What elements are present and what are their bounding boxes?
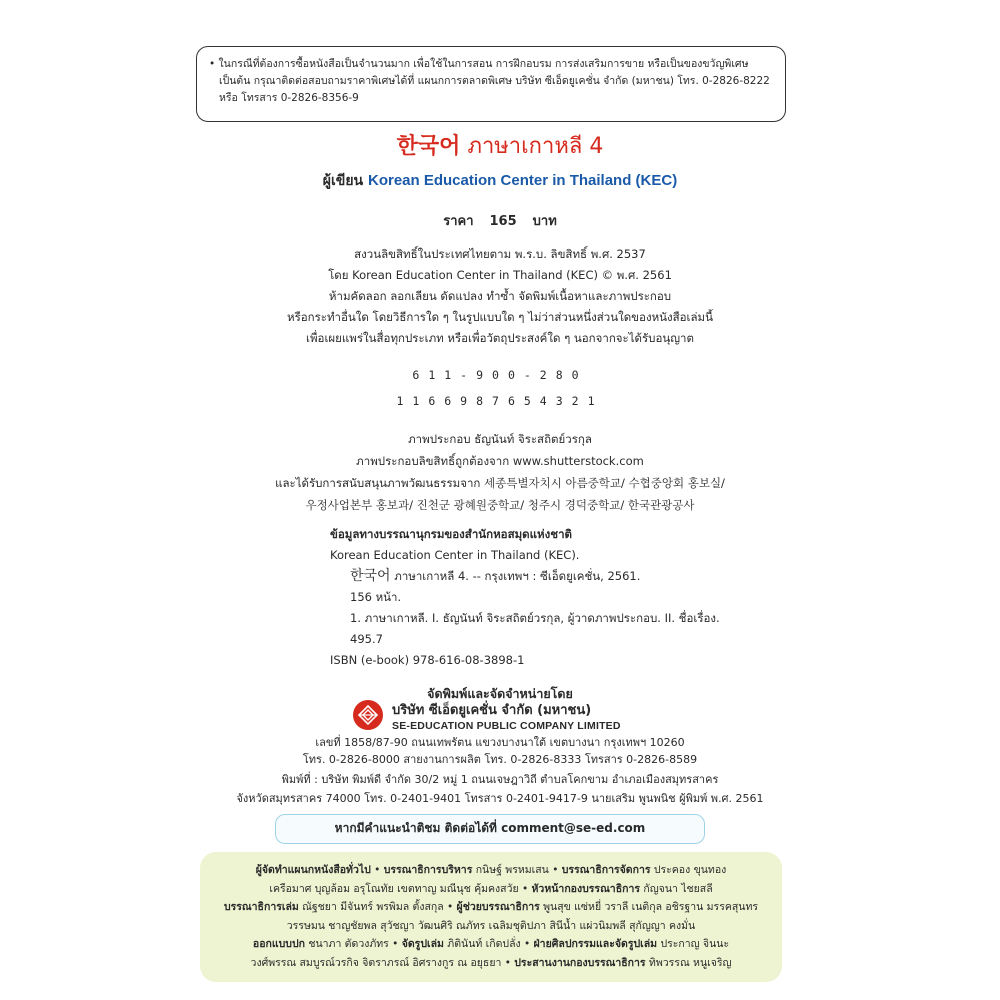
isbn: ISBN (e-book) 978-616-08-3898-1 [330, 653, 525, 667]
staff-names: พูนสุข แซ่หยี่ วราลี เนติกุล อชิรฐาน มรรคสุนทร [543, 901, 759, 913]
credit-line: ภาพประกอบ ธัญนันท์ จิระสถิตย์วรกุล [408, 432, 592, 446]
publisher-name-thai: บริษัท ซีเอ็ดยูเคชั่น จำกัด (มหาชน) [392, 703, 592, 718]
staff-role: ออกแบบปก [252, 938, 305, 950]
staff-line [214, 917, 768, 936]
staff-role: ผู้ช่วยบรรณาธิการ [456, 901, 540, 913]
cip-line: Korean Education Center in Thailand (KEC). [330, 548, 580, 562]
staff-role: บรรณาธิการเล่ม [223, 901, 299, 913]
staff-names: วรรษมน ชาญชัยพล สุวัชญา วัฒนศิริ ณภัทร เฉลิมชุติปภา สินีน้ำ แผ่วนิมพลี สุกัญญา คงมั่น [286, 919, 696, 932]
notice-line: หรือ โทรสาร 0-2826-8356-9 [219, 92, 359, 104]
cip-line [330, 566, 770, 587]
address-line: เลขที่ 1858/87-90 ถนนเทพรัตน แขวงบางนาใต้ เขตบางนา กรุงเทพฯ 10260 [315, 736, 685, 749]
staff-names: ประคอง ขุนทอง [653, 864, 727, 876]
staff-role: บรรณาธิการบริหาร [383, 864, 473, 876]
copyright-line: เพื่อเผยแพร่ในสื่อทุกประเภท หรือเพื่อวัตถุประสงค์ใด ๆ นอกจากจะได้รับอนุญาต [306, 331, 694, 345]
staff-names: ชนาภา ตัดวงภัทร [308, 938, 389, 950]
price-unit: บาท [532, 214, 557, 229]
cip-line: 1. ภาษาเกาหลี. I. ธัญนันท์ จิระสถิตย์วรกุล, ผู้วาดภาพประกอบ. II. ชื่อเรื่อง. [350, 611, 720, 625]
staff-names: เครือมาศ บุญล้อม อรุโณทัย เขตทาญ มณีนุช คุ้มคงสวัย [269, 882, 519, 895]
copyright-line: โดย Korean Education Center in Thailand (KEC) © พ.ศ. 2561 [328, 268, 672, 282]
copyright-line: ห้ามคัดลอก ลอกเลียน ดัดแปลง ทำซ้ำ จัดพิมพ์เนื้อหาและภาพประกอบ [328, 289, 672, 303]
staff-role: ผู้จัดทำแผนกหนังสือทั่วไป [255, 864, 371, 876]
bulk-purchase-notice [196, 46, 786, 122]
feedback-contact-box: หากมีคำแนะนำติชม ติดต่อได้ที่ comment@se-ed.com [275, 814, 705, 844]
staff-names: กัญจนา ไชยสลี [643, 882, 713, 895]
cip-heading: ข้อมูลทางบรรณานุกรมของสำนักหอสมุดแห่งชาติ [330, 527, 572, 541]
staff-line: วงศ์พรรณ สมบูรณ์วรกิจ จิตราภรณ์ อิศรางกูร ณ อยุธยา • ประสานงานกองบรรณาธิการ ทิพวรรณ หนูเจริญ [250, 956, 732, 969]
se-ed-logo-icon-graphic [353, 700, 383, 730]
publisher-name [392, 699, 621, 732]
printer-line: จังหวัดสมุทรสาคร 74000 โทร. 0-2401-9401 โทรสาร 0-2401-9417-9 นายเสริม พูนพนิช ผู้พิมพ์ พ.ศ. 2561 [236, 792, 764, 805]
cip-line: 156 หน้า. [350, 590, 402, 604]
staff-role: บรรณาธิการจัดการ [561, 864, 651, 876]
book-title [0, 128, 1000, 163]
copyright-block [0, 244, 1000, 349]
notice-line: • ในกรณีที่ต้องการซื้อหนังสือเป็นจำนวนมาก เพื่อใช้ในการสอน การฝึกอบรม การส่งเสริมการขาย หรือเป็นของขวัญพิเศษ [209, 58, 749, 70]
publisher-name-english: SE-EDUCATION PUBLIC COMPANY LIMITED [392, 720, 621, 732]
illustration-credits [0, 428, 1000, 516]
se-ed-logo-icon [353, 700, 383, 730]
cataloging-data [330, 524, 770, 671]
price-value: 165 [489, 214, 517, 229]
staff-line: เครือมาศ บุญล้อม อรุโณทัย เขตทาญ มณีนุช คุ้มคงสวัย • หัวหน้ากองบรรณาธิการ กัญจนา ไชยสลี [269, 882, 713, 895]
price-label: ราคา [443, 214, 474, 229]
price-line [0, 210, 1000, 231]
staff-names: กนิษฐ์ พรหมเสน [475, 864, 549, 876]
staff-names: ทิพวรรณ หนูเจริญ [648, 956, 732, 969]
credit-line: และได้รับการสนับสนุนภาพวัฒนธรรมจาก 세종특별자치시 아름중학교/ 수협중앙회 홍보실/ [275, 476, 725, 490]
notice-line: เป็นต้น กรุณาติดต่อสอบถามราคาพิเศษได้ที่ แผนกการตลาดพิเศษ บริษัท ซีเอ็ดยูเคชั่น จำกัด (มหาชน) โทร. 0-2826-8222 [219, 75, 770, 87]
author-label: ผู้เขียน [322, 173, 364, 189]
staff-role: ฝ่ายศิลปกรรมและจัดรูปเล่ม [533, 938, 658, 950]
cip-line: 495.7 [350, 632, 383, 646]
staff-names: ประกาญ จินนะ [660, 938, 730, 950]
cip-title-rest: ภาษาเกาหลี 4. -- กรุงเทพฯ : ซีเอ็ดยูเคชั่น, 2561. [394, 569, 641, 583]
editorial-staff-box [200, 852, 782, 982]
book-title-korean: 한국어 [396, 134, 461, 159]
staff-role: ประสานงานกองบรรณาธิการ [514, 956, 646, 969]
printer-line: พิมพ์ที่ : บริษัท พิมพ์ดี จำกัด 30/2 หมู่ 1 ถนนเจษฎาวิถี ตำบลโคกขาม อำเภอเมืองสมุทรสาคร [281, 773, 719, 786]
printer-info [0, 770, 1000, 808]
staff-line: ออกแบบปก ชนาภา ตัดวงภัทร • จัดรูปเล่ม ภิตินันท์ เกิดปลั่ง • ฝ่ายศิลปกรรมและจัดรูปเล่ม ประกาญ จินนะ [252, 938, 730, 950]
staff-names: ภิตินันท์ เกิดปลั่ง [447, 938, 521, 950]
credit-line: 우정사업본부 홍보과/ 진천군 광혜원중학교/ 청주시 경덕중학교/ 한국관광공사 [305, 498, 695, 512]
copyright-line: หรือกระทำอื่นใด โดยวิธีการใด ๆ ในรูปแบบใด ๆ ไม่ว่าส่วนหนึ่งส่วนใดของหนังสือเล่มนี้ [287, 310, 713, 324]
staff-names: ณัฐชยา มีจันทร์ พรพิมล ตั้งสกุล [302, 901, 444, 913]
staff-role: หัวหน้ากองบรรณาธิการ [531, 882, 641, 895]
address-line: โทร. 0-2826-8000 สายงานการผลิต โทร. 0-2826-8333 โทรสาร 0-2826-8589 [302, 753, 698, 766]
book-code: 611-900-280 [412, 368, 588, 382]
print-run-numbers: 1166987654321 [396, 394, 604, 408]
staff-line: บรรณาธิการเล่ม ณัฐชยา มีจันทร์ พรพิมล ตั้งสกุล • ผู้ช่วยบรรณาธิการ พูนสุข แซ่หยี่ วราลี เนติกุล อชิรฐาน มรรคสุนทร [223, 901, 759, 913]
copyright-line: สงวนลิขสิทธิ์ในประเทศไทยตาม พ.ร.บ. ลิขสิทธิ์ พ.ศ. 2537 [354, 247, 646, 261]
author-line [0, 170, 1000, 192]
staff-role: จัดรูปเล่ม [401, 938, 444, 950]
staff-names: วงศ์พรรณ สมบูรณ์วรกิจ จิตราภรณ์ อิศรางกูร ณ อยุธยา [250, 956, 502, 969]
publisher-heading: จัดพิมพ์และจัดจำหน่ายโดย [427, 686, 573, 701]
credit-line: ภาพประกอบลิขสิทธิ์ถูกต้องจาก www.shutterstock.com [356, 454, 644, 468]
author-name: Korean Education Center in Thailand (KEC) [368, 172, 678, 189]
publisher-address [0, 734, 1000, 768]
book-title-thai: ภาษาเกาหลี 4 [467, 134, 604, 159]
cip-korean-title: 한국어 [350, 568, 391, 584]
staff-line: ผู้จัดทำแผนกหนังสือทั่วไป • บรรณาธิการบริหาร กนิษฐ์ พรหมเสน • บรรณาธิการจัดการ ประคอง ขุนทอง [255, 864, 727, 876]
